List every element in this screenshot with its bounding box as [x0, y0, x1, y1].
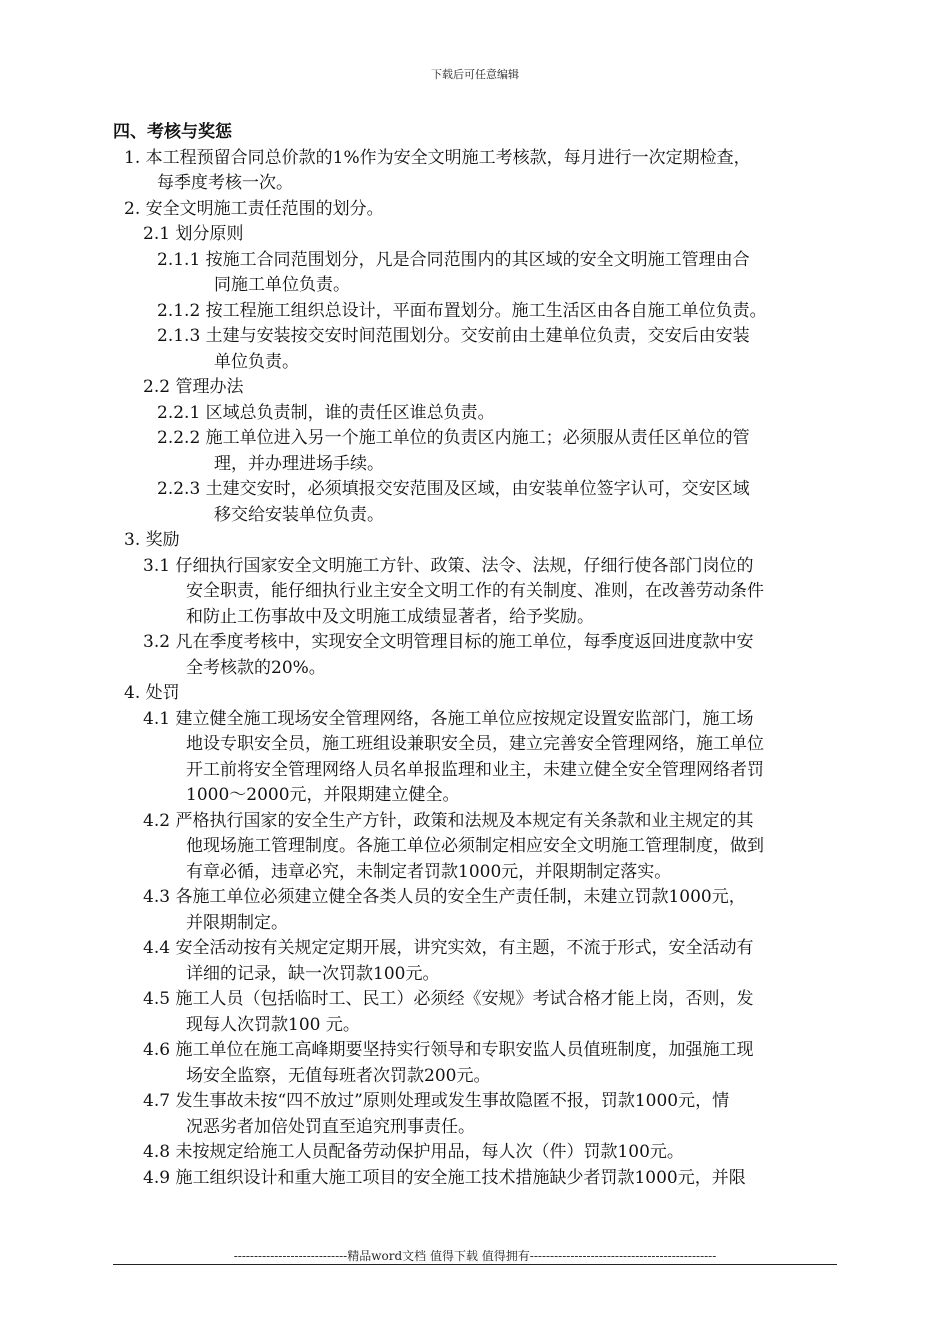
text-line: 并限期制定。	[186, 913, 288, 933]
text-line: 2.2.2 施工单位进入另一个施工单位的负责区内施工；必须服从责任区单位的管	[157, 428, 750, 448]
text-line: 详细的记录，缺一次罚款100元。	[186, 964, 440, 984]
text-line: 2.1.1 按施工合同范围划分，凡是合同范围内的其区域的安全文明施工管理由合	[157, 250, 750, 270]
text-line: 和防止工伤事故中及文明施工成绩显著者，给予奖励。	[186, 607, 594, 627]
text-line: 4.1 建立健全施工现场安全管理网络，各施工单位应按规定设置安监部门，施工场	[143, 709, 754, 729]
text-line: 4.4 安全活动按有关规定定期开展，讲究实效，有主题，不流于形式，安全活动有	[143, 938, 754, 958]
text-line: 4.8 未按规定给施工人员配备劳动保护用品，每人次（件）罚款100元。	[143, 1142, 684, 1162]
text-line: 4. 处罚	[124, 683, 180, 703]
text-line: 1000～2000元，并限期建立健全。	[186, 785, 460, 805]
text-line: 2.2 管理办法	[143, 377, 244, 397]
section-title: 四、考核与奖惩	[113, 122, 232, 142]
text-line: 全考核款的20%。	[186, 658, 326, 678]
text-line: 2.2.1 区域总负责制，谁的责任区谁总负责。	[157, 403, 495, 423]
text-line: 3.2 凡在季度考核中，实现安全文明管理目标的施工单位，每季度返回进度款中安	[143, 632, 754, 652]
text-line: 场安全监察，无值每班者次罚款200元。	[186, 1066, 491, 1086]
text-line: 移交给安装单位负责。	[214, 505, 384, 525]
text-line: 每季度考核一次。	[157, 173, 293, 193]
text-line: 4.3 各施工单位必须建立健全各类人员的安全生产责任制，未建立罚款1000元，	[143, 887, 746, 907]
text-line: 现每人次罚款100 元。	[186, 1015, 360, 1035]
text-line: 他现场施工管理制度。各施工单位必须制定相应安全文明施工管理制度，做到	[186, 836, 764, 856]
text-line: 4.7 发生事故未按“四不放过”原则处理或发生事故隐匿不报，罚款1000元，情	[143, 1091, 730, 1111]
text-line: 同施工单位负责。	[214, 275, 350, 295]
text-line: 2.1.2 按工程施工组织总设计，平面布置划分。施工生活区由各自施工单位负责。	[157, 301, 767, 321]
text-line: 2. 安全文明施工责任范围的划分。	[124, 199, 384, 219]
text-line: 2.1.3 土建与安装按交安时间范围划分。交安前由土建单位负责，交安后由安装	[157, 326, 750, 346]
text-line: 3.1 仔细执行国家安全文明施工方针、政策、法令、法规，仔细行使各部门岗位的	[143, 556, 754, 576]
text-line: 2.1 划分原则	[143, 224, 244, 244]
text-line: 4.6 施工单位在施工高峰期要坚持实行领导和专职安监人员值班制度，加强施工现	[143, 1040, 754, 1060]
text-line: 1. 本工程预留合同总价款的1%作为安全文明施工考核款，每月进行一次定期检查，	[124, 148, 751, 168]
text-line: 2.2.3 土建交安时，必须填报交安范围及区域，由安装单位签字认可，交安区域	[157, 479, 750, 499]
page-footer: ----------------------------精品word文档 值得下载 值得拥有----------------------------------------------	[233, 1249, 717, 1263]
text-line: 况恶劣者加倍处罚直至追究刑事责任。	[186, 1117, 475, 1137]
text-line: 4.9 施工组织设计和重大施工项目的安全施工技术措施缺少者罚款1000元，并限	[143, 1168, 746, 1188]
text-line: 3. 奖励	[124, 530, 180, 550]
text-line: 4.5 施工人员（包括临时工、民工）必须经《安规》考试合格才能上岗，否则，发	[143, 989, 754, 1009]
text-line: 安全职责，能仔细执行业主安全文明工作的有关制度、准则，在改善劳动条件	[186, 581, 764, 601]
text-line: 理，并办理进场手续。	[214, 454, 384, 474]
footer-divider	[113, 1264, 837, 1265]
text-line: 有章必循，违章必究，未制定者罚款1000元，并限期制定落实。	[186, 862, 672, 882]
text-line: 4.2 严格执行国家的安全生产方针，政策和法规及本规定有关条款和业主规定的其	[143, 811, 754, 831]
text-line: 地设专职安全员，施工班组设兼职安全员，建立完善安全管理网络，施工单位	[186, 734, 764, 754]
page-header: 下载后可任意编辑	[431, 68, 519, 81]
text-line: 单位负责。	[214, 352, 299, 372]
text-line: 开工前将安全管理网络人员名单报监理和业主，未建立健全安全管理网络者罚	[186, 760, 764, 780]
